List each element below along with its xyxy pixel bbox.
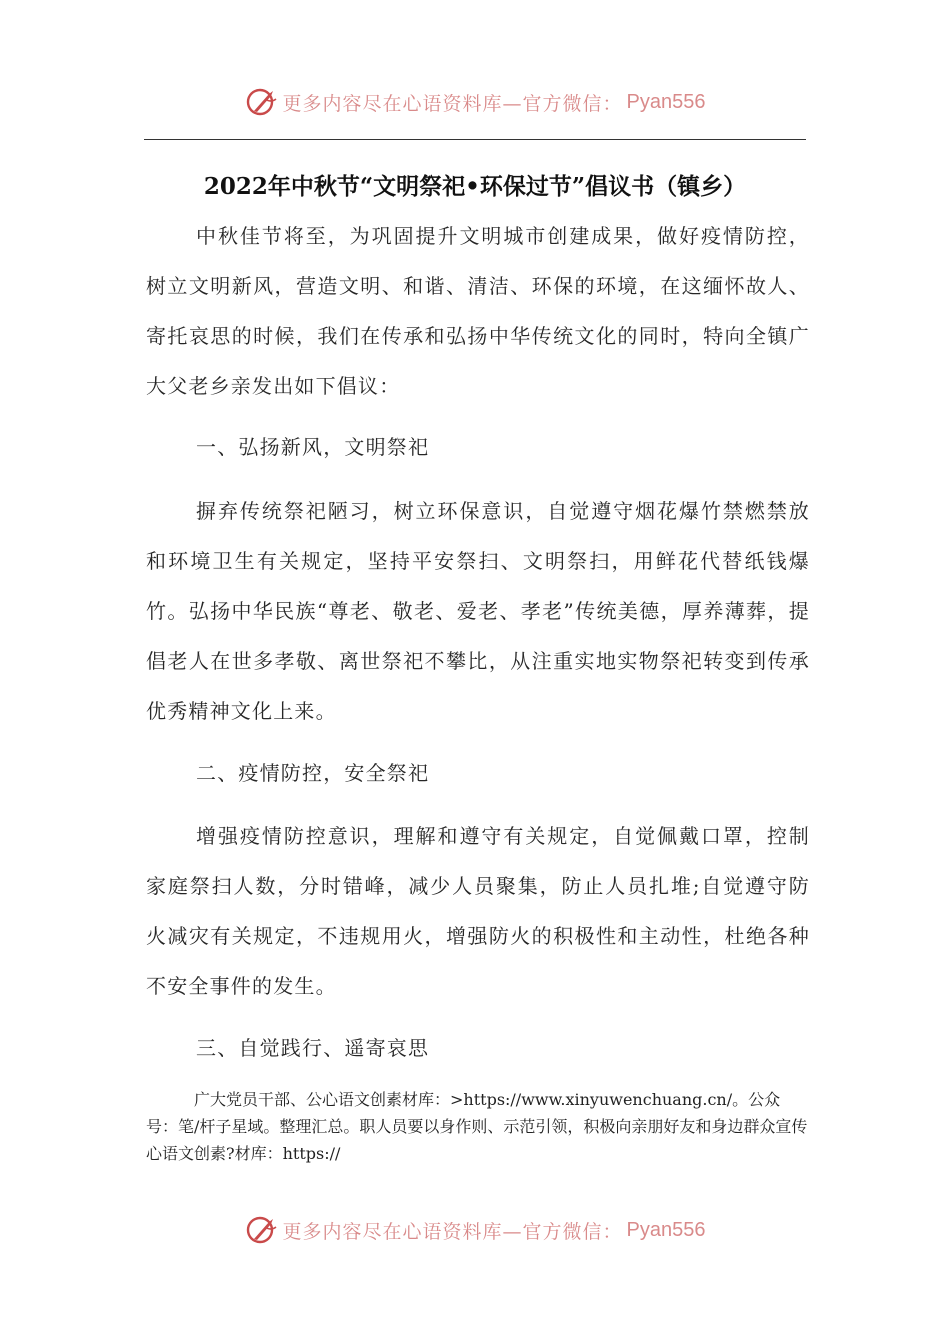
banner-wechat-id: Pyan556 bbox=[626, 90, 706, 113]
header-divider bbox=[144, 139, 806, 140]
header-watermark-banner bbox=[0, 82, 950, 122]
section-body-3: 广大党员干部、公心语文创素材库：>https://www.xinyuwenchuang.cn/。公众号：笔/杆子星域。整理汇总。职人员要以身作则、示范引领，积极向亲朋好友和身边群众宣传心语文创素?材库：https:// bbox=[146, 1090, 808, 1163]
section-heading-2: 二、疫情防控，安全祭祀 bbox=[196, 761, 430, 785]
section-heading-3: 三、自觉践行、遥寄哀思 bbox=[196, 1036, 430, 1060]
footer-watermark-banner bbox=[0, 1210, 950, 1250]
document-title: 2022年中秋节“文明祭祀•环保过节”倡议书（镇乡） bbox=[203, 173, 747, 201]
section-heading-1: 一、弘扬新风，文明祭祀 bbox=[196, 435, 430, 459]
section-body-2: 增强疫情防控意识，理解和遵守有关规定，自觉佩戴口罩，控制家庭祭扫人数，分时错峰，减少人员聚集，防止人员扎堆;自觉遵守防火减灾有关规定，不违规用火，增强防火的积极性和主动性，杜绝各种不安全事件的发生。 bbox=[146, 824, 810, 998]
intro-paragraph: 中秋佳节将至，为巩固提升文明城市创建成果，做好疫情防控，树立文明新风，营造文明、和谐、清洁、环保的环境，在这缅怀故人、寄托哀思的时候，我们在传承和弘扬中华传统文化的同时，特向全镇广大父老乡亲发出如下倡议： bbox=[146, 224, 810, 398]
banner-text: 更多内容尽在心语资料库—官方微信： bbox=[282, 1220, 623, 1243]
banner-wechat-id: Pyan556 bbox=[626, 1218, 706, 1241]
banner-text: 更多内容尽在心语资料库—官方微信： bbox=[282, 92, 623, 115]
quill-logo-icon bbox=[245, 1213, 279, 1247]
section-body-1: 摒弃传统祭祀陋习，树立环保意识，自觉遵守烟花爆竹禁燃禁放和环境卫生有关规定，坚持平安祭扫、文明祭扫，用鲜花代替纸钱爆竹。弘扬中华民族“尊老、敬老、爱老、孝老”传统美德，厚养薄葬，提倡老人在世多孝敬、离世祭祀不攀比，从注重实地实物祭祀转变到传承优秀精神文化上来。 bbox=[146, 499, 810, 723]
quill-logo-icon bbox=[245, 85, 279, 119]
